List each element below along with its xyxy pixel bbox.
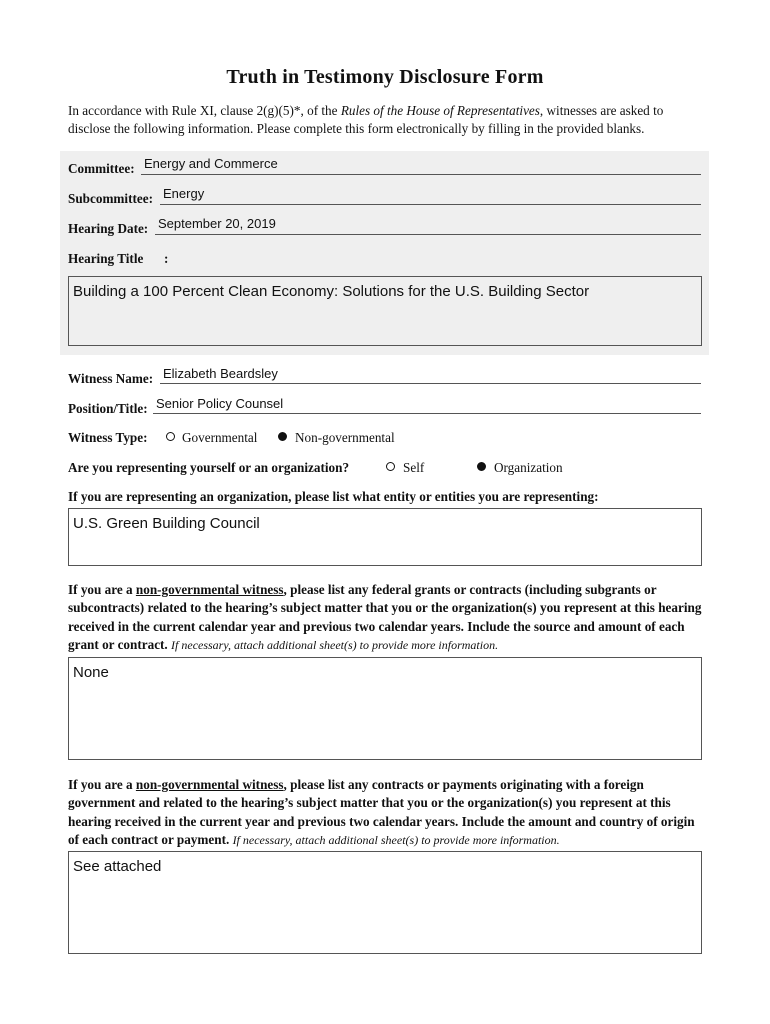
radio-governmental-label: Governmental [182, 430, 258, 445]
radio-non-governmental-label: Non-governmental [295, 430, 395, 445]
foreign-question [68, 776, 708, 850]
witness-type-label: Witness Type: [68, 430, 148, 445]
position-title-label: Position/Title: [68, 401, 148, 416]
intro-text [68, 102, 708, 138]
hearing-title-colon: : [164, 251, 169, 266]
foreign-question-note: If necessary, attach additional sheet(s) to provide more information. [232, 833, 560, 848]
radio-organization[interactable] [477, 462, 486, 471]
committee-field[interactable]: Energy and Commerce [144, 156, 278, 171]
intro-text-post: , witnesses are asked to disclose the following information. Please complete this form electronically by filling in the provided blanks. [68, 103, 664, 136]
grants-question-underline: non-governmental witness [135, 582, 284, 597]
radio-self-label: Self [403, 460, 425, 475]
witness-name-field[interactable]: Elizabeth Beardsley [163, 366, 278, 381]
foreign-value: See attached [73, 858, 162, 875]
radio-governmental[interactable] [166, 432, 175, 441]
foreign-field[interactable] [68, 851, 702, 954]
foreign-question-post: , please list any contracts or payments originating with a foreign government and related to the hearing’s subject matter that you or the organization(s) you represent at this hearing received in the current year and previous two calendar years. Include the amount and country of origin of each contract or payment. [68, 777, 695, 848]
entity-field[interactable] [68, 508, 702, 566]
foreign-question-underline: non-governmental witness [135, 777, 284, 792]
grants-value: None [73, 664, 109, 681]
committee-field-line [141, 174, 701, 175]
hearing-date-field-line [155, 234, 701, 235]
grants-question-post: , please list any federal grants or contracts (including subgrants or subcontracts) related to the hearing’s subject matter that you or the organization(s) you represent at this hearing received in the current calendar year and previous two calendar years. Include the source and amount of each grant or contract. [68, 582, 702, 653]
grants-question [68, 581, 708, 655]
witness-name-field-line [160, 383, 701, 384]
radio-organization-label: Organization [494, 460, 563, 475]
position-title-field-line [153, 413, 701, 414]
subcommittee-field-line [160, 204, 701, 205]
intro-text-pre: In accordance with Rule XI, clause 2(g)(5)*, of the [68, 103, 341, 118]
subcommittee-label: Subcommittee: [68, 191, 153, 206]
hearing-title-field[interactable] [68, 276, 702, 346]
committee-label: Committee: [68, 161, 135, 176]
representing-label: Are you representing yourself or an organization? [68, 460, 350, 475]
subcommittee-field[interactable]: Energy [163, 186, 205, 201]
hearing-title-value: Building a 100 Percent Clean Economy: Solutions for the U.S. Building Sector [73, 283, 590, 300]
grants-question-note: If necessary, attach additional sheet(s) to provide more information. [171, 638, 499, 653]
position-title-field[interactable]: Senior Policy Counsel [156, 396, 284, 411]
witness-name-label: Witness Name: [68, 371, 154, 386]
radio-non-governmental[interactable] [278, 432, 287, 441]
foreign-question-pre: If you are a [68, 777, 136, 792]
hearing-title-label: Hearing Title [68, 251, 144, 266]
grants-field[interactable] [68, 657, 702, 760]
hearing-date-field[interactable]: September 20, 2019 [158, 216, 276, 231]
entity-label: If you are representing an organization, please list what entity or entities you are representing: [68, 489, 599, 504]
entity-value: U.S. Green Building Council [73, 515, 260, 532]
form-title: Truth in Testimony Disclosure Form [226, 66, 544, 88]
intro-text-italic: Rules of the House of Representatives [340, 103, 540, 118]
radio-self[interactable] [386, 462, 395, 471]
hearing-date-label: Hearing Date: [68, 221, 149, 236]
grants-question-pre: If you are a [68, 582, 136, 597]
